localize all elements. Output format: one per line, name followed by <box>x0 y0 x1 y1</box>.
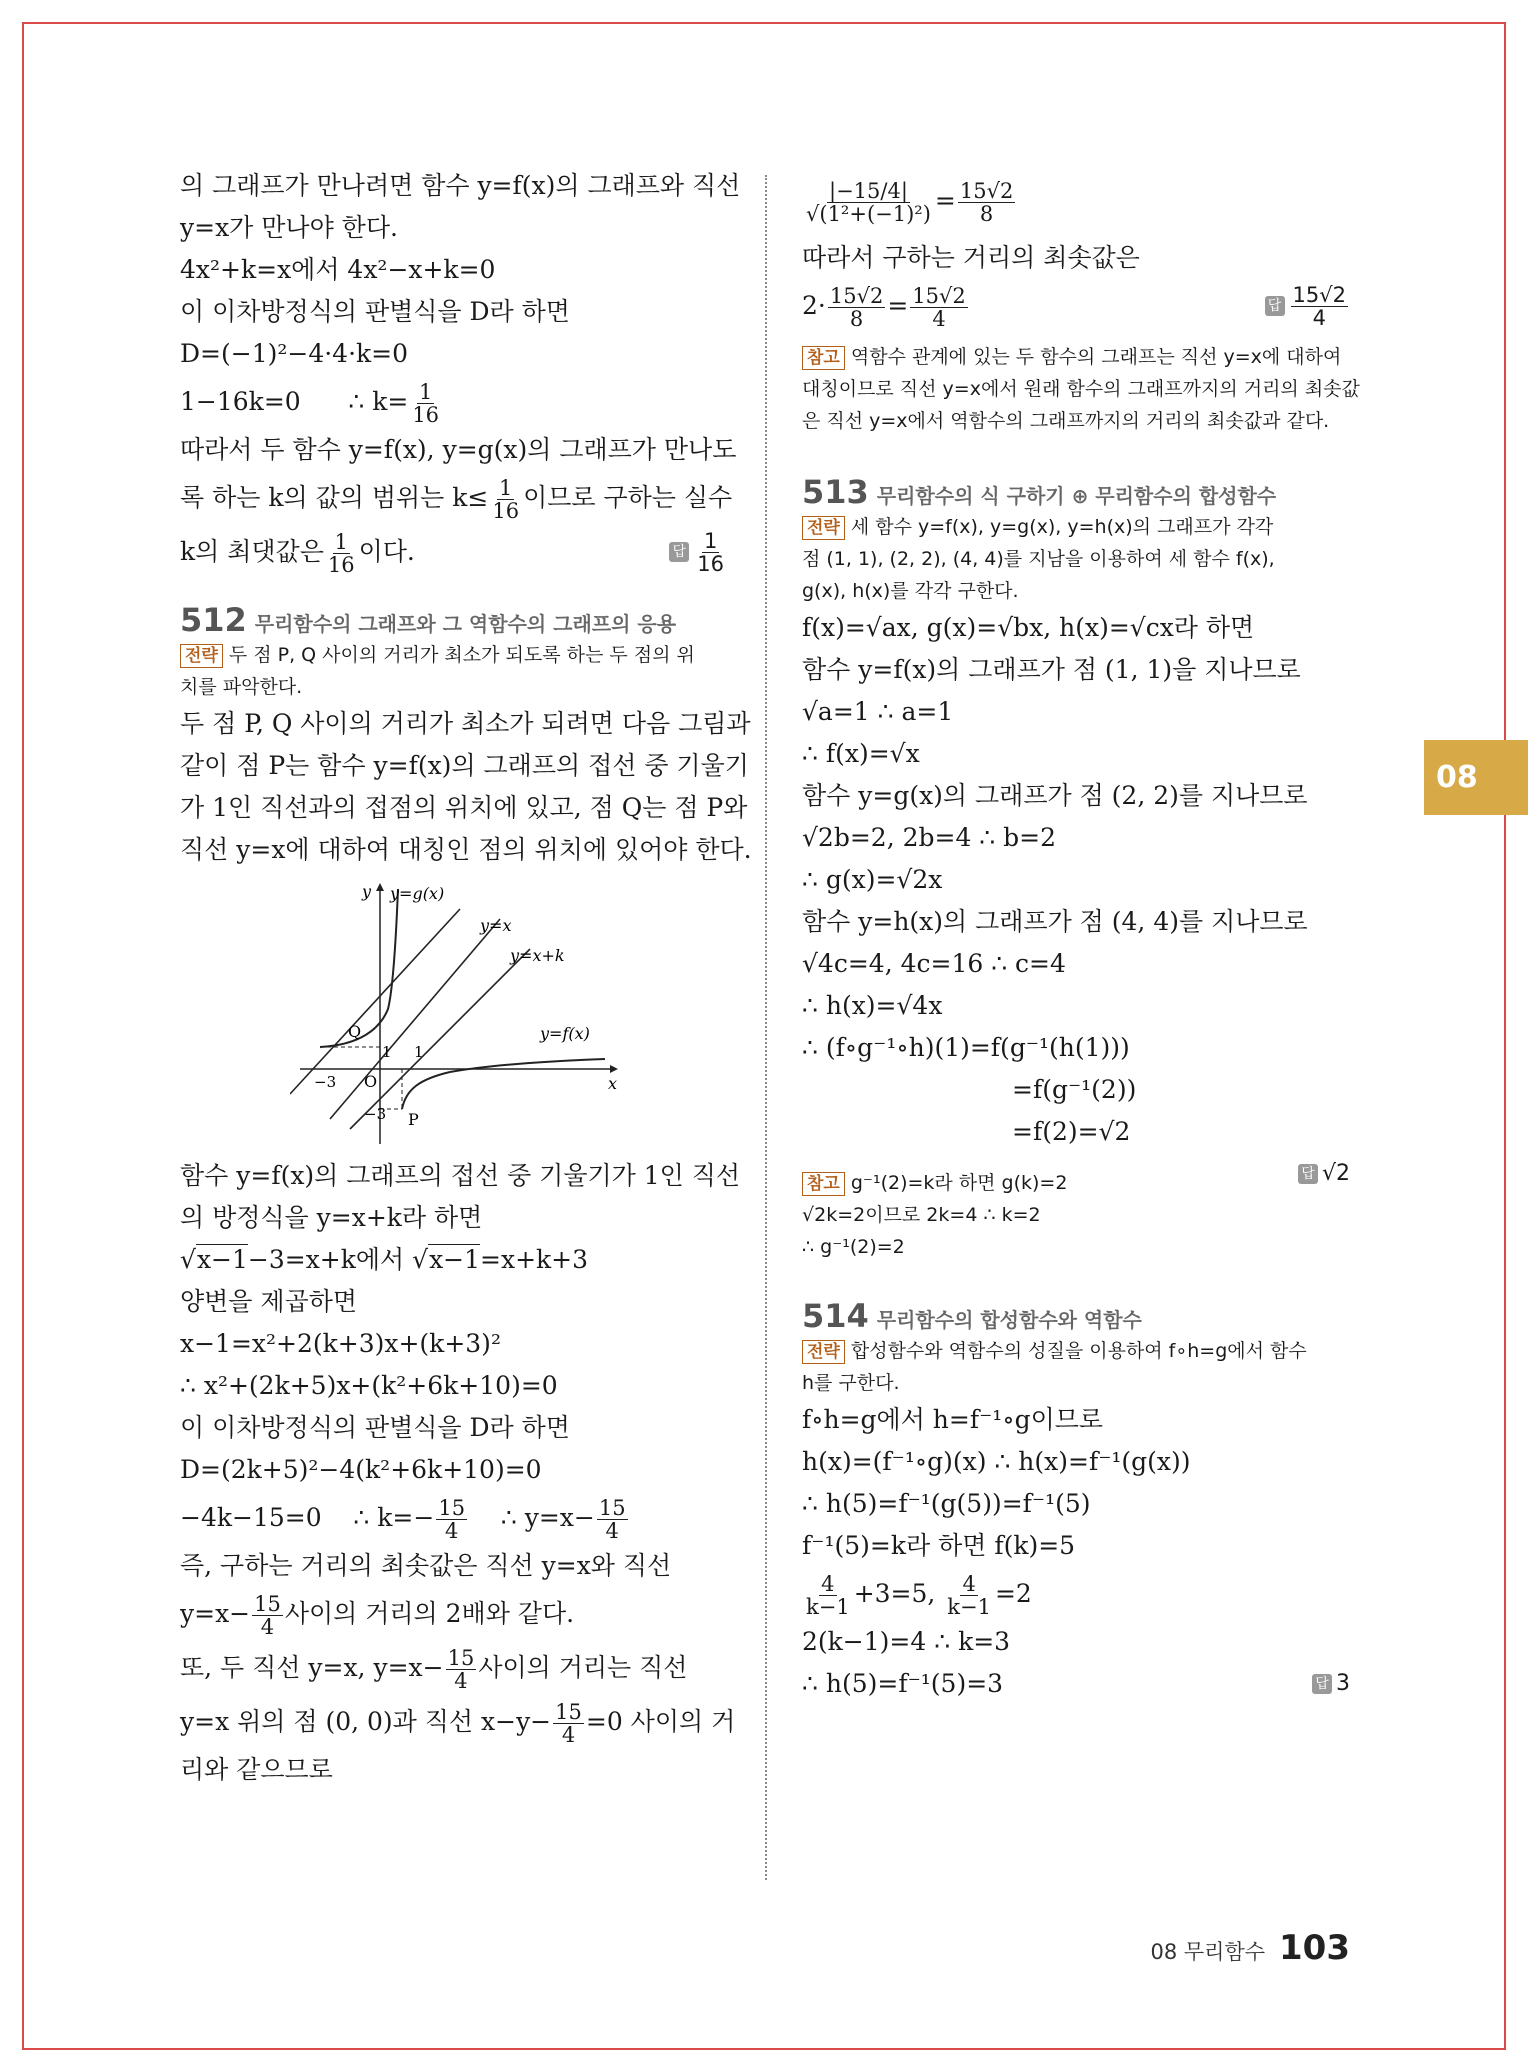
svg-text:Q: Q <box>348 1022 362 1041</box>
page-number: 103 <box>1279 1928 1350 1968</box>
strategy: 전략 합성함수와 역함수의 성질을 이용하여 f∘h=g에서 함수 <box>802 1335 1350 1367</box>
text-line: D=(−1)²−4·4·k=0 <box>180 339 409 368</box>
text-line: ∴ h(5)=f⁻¹(5)=3 답 3 <box>802 1663 1350 1705</box>
problem-512-header <box>180 601 728 639</box>
text-line: 함수 y=f(x)의 그래프의 접선 중 기울기가 1인 직선 <box>180 1161 741 1190</box>
answer-icon: 답 <box>1298 1164 1318 1184</box>
problem-number: 513 <box>802 473 869 511</box>
strategy: g(x), h(x)를 각각 구한다. <box>802 580 1019 602</box>
text-line: f(x)=√ax, g(x)=√bx, h(x)=√cx라 하면 <box>802 613 1255 642</box>
text-line: ∴ f(x)=√x <box>802 739 920 768</box>
text-line: 4x²+k=x에서 4x²−x+k=0 <box>180 255 496 284</box>
text-line: x−1=x²+2(k+3)x+(k+3)² <box>180 1329 501 1358</box>
text-line: 록 하는 k의 값의 범위는 k≤ $\frac{1}{16}$ 이므로 구하는 실수 <box>180 476 733 523</box>
note: 대칭이므로 직선 y=x에서 원래 함수의 그래프까지의 거리의 최솟값 <box>802 378 1360 400</box>
svg-text:−3: −3 <box>314 1073 337 1091</box>
text-line: 함수 y=g(x)의 그래프가 점 (2, 2)를 지나므로 <box>802 781 1308 810</box>
note: ∴ g⁻¹(2)=2 <box>802 1236 905 1258</box>
text-line: f⁻¹(5)=k라 하면 f(k)=5 <box>802 1531 1076 1560</box>
text-line: 두 점 P, Q 사이의 거리가 최소가 되려면 다음 그림과 <box>180 709 751 738</box>
column-divider <box>765 175 767 1880</box>
text-line: ∴ h(x)=√4x <box>802 991 943 1020</box>
text-line: 의 그래프가 만나려면 함수 y=f(x)의 그래프와 직선 <box>180 171 741 200</box>
text-line: 따라서 구하는 거리의 최솟값은 <box>802 243 1140 272</box>
text-line: ∴ (f∘g⁻¹∘h)(1)=f(g⁻¹(h(1))) <box>802 1033 1130 1062</box>
text-line: 리와 같으므로 <box>180 1755 333 1784</box>
note-tag: 참고 <box>802 346 845 370</box>
text-line <box>180 375 728 429</box>
line-y-x-plus-k <box>350 949 530 1129</box>
text-line: 의 방정식을 y=x+k라 하면 <box>180 1203 483 1232</box>
text-line: √4c=4, 4c=16 ∴ c=4 <box>802 949 1066 978</box>
text-line: 가 1인 직선과의 접점의 위치에 있고, 점 Q는 점 P와 <box>180 793 748 822</box>
text-line: y=x가 만나야 한다. <box>180 213 398 242</box>
text-line: 2(k−1)=4 ∴ k=3 <box>802 1627 1011 1656</box>
answer-icon: 답 <box>1265 296 1285 316</box>
curve-f <box>402 1059 605 1109</box>
page-footer <box>1150 1928 1350 1968</box>
strategy: 전략 두 점 P, Q 사이의 거리가 최소가 되도록 하는 두 점의 위 <box>180 639 728 671</box>
svg-text:O: O <box>364 1072 378 1091</box>
text-line: −4k−15=0 ∴ k=− $\frac{15}{4}$ ∴ y=x− $\frac{15}{4}$ <box>180 1496 626 1543</box>
left-column <box>180 165 752 1791</box>
svg-text:1: 1 <box>382 1043 392 1061</box>
strategy-tag: 전략 <box>802 516 845 540</box>
answer-mark: 답 $\frac{15√2}{4}$ <box>1265 279 1350 333</box>
answer-icon: 답 <box>669 542 689 562</box>
text-line: 함수 y=f(x)의 그래프가 점 (1, 1)을 지나므로 <box>802 655 1301 684</box>
equation: 1−16k=0 <box>180 387 301 416</box>
text-line: 양변을 제곱하면 <box>180 1287 357 1316</box>
text-line: 따라서 두 함수 y=f(x), y=g(x)의 그래프가 만나도 <box>180 435 737 464</box>
note: √2k=2이므로 2k=4 ∴ k=2 <box>802 1204 1041 1226</box>
note: 은 직선 y=x에서 역함수의 그래프까지의 거리의 최솟값과 같다. <box>802 410 1330 432</box>
answer-mark: 답 √2 <box>1298 1153 1350 1195</box>
text-line: ∴ x²+(2k+5)x+(k²+6k+10)=0 <box>180 1371 558 1400</box>
text-line: 함수 y=h(x)의 그래프가 점 (4, 4)를 지나므로 <box>802 907 1308 936</box>
svg-text:−3: −3 <box>364 1105 387 1123</box>
text-line: 직선 y=x에 대하여 대칭인 점의 위치에 있어야 한다. <box>180 835 752 864</box>
text-line: ∴ h(5)=f⁻¹(g(5))=f⁻¹(5) <box>802 1489 1091 1518</box>
answer-mark: 답 $\frac{1}{16}$ <box>669 525 728 579</box>
svg-text:1: 1 <box>414 1043 424 1061</box>
answer-mark: 답 3 <box>1312 1663 1350 1705</box>
note: 참고 g⁻¹(2)=k라 하면 g(k)=2 <box>802 1167 1350 1199</box>
answer-icon: 답 <box>1312 1674 1332 1694</box>
right-column <box>802 165 1360 1705</box>
text-line: 이 이차방정식의 판별식을 D라 하면 <box>180 1413 570 1442</box>
text-line: 또, 두 직선 y=x, y=x− $\frac{15}{4}$ 사이의 거리는 직선 <box>180 1646 688 1693</box>
problem-title: 무리함수의 식 구하기 ⊕ 무리함수의 합성함수 <box>876 484 1277 508</box>
problem-number: 512 <box>180 601 247 639</box>
strategy: 점 (1, 1), (2, 2), (4, 4)를 지남을 이용하여 세 함수 f(x), <box>802 548 1275 570</box>
equation: ∴ k= <box>348 387 409 416</box>
text-line: =f(2)=√2 <box>1012 1117 1131 1146</box>
strategy-tag: 전략 <box>180 644 223 668</box>
note-tag: 참고 <box>802 1172 845 1196</box>
problem-title: 무리함수의 그래프와 그 역함수의 그래프의 응용 <box>254 612 677 636</box>
svg-text:y=g(x): y=g(x) <box>390 884 445 903</box>
text-line: y=x− $\frac{15}{4}$ 사이의 거리의 2배와 같다. <box>180 1592 575 1639</box>
text-line: =f(g⁻¹(2)) <box>1012 1075 1137 1104</box>
fraction: $\frac{1}{16}$ <box>327 530 355 577</box>
problem-number: 514 <box>802 1297 869 1335</box>
distance-formula: $\frac{|-15/4|}{\text{√(1²+(−1)²)}}$ = $\frac{15√2}{8}$ <box>806 179 1014 226</box>
svg-text:y=x+k: y=x+k <box>510 946 565 965</box>
svg-text:y=f(x): y=f(x) <box>540 1024 590 1043</box>
text-line: k의 최댓값은 $\frac{1}{16}$ 이다. 답 $\frac{1}{16}$ <box>180 525 728 579</box>
text-line: $\frac{4}{k-1}$ +3=5, $\frac{4}{k-1}$ =2 <box>806 1572 1032 1619</box>
text-line: 이 이차방정식의 판별식을 D라 하면 <box>180 297 570 326</box>
problem-514-header <box>802 1297 1350 1335</box>
fraction: $\frac{1}{16}$ <box>492 476 520 523</box>
text-line: √x−1−3=x+k에서 √x−1=x+k+3 <box>180 1245 589 1274</box>
chapter-tab[interactable]: 08 <box>1424 740 1528 815</box>
text-line: y=x 위의 점 (0, 0)과 직선 x−y− $\frac{15}{4}$ =0 사이의 거 <box>180 1700 736 1747</box>
strategy: 전략 세 함수 y=f(x), y=g(x), y=h(x)의 그래프가 각각 <box>802 511 1350 543</box>
note: 참고 역함수 관계에 있는 두 함수의 그래프는 직선 y=x에 대하여 <box>802 341 1350 373</box>
strategy-tag: 전략 <box>802 1340 845 1364</box>
text-line: D=(2k+5)²−4(k²+6k+10)=0 <box>180 1455 542 1484</box>
text-line: 2· $\frac{15√2}{8}$ = $\frac{15√2}{4}$ 답 $\frac{15√2}{4}$ <box>802 279 1350 333</box>
text-line: √2b=2, 2b=4 ∴ b=2 <box>802 823 1057 852</box>
fraction: $\frac{1}{16}$ <box>412 380 440 427</box>
text-line: 같이 점 P는 함수 y=f(x)의 그래프의 접선 중 기울기 <box>180 751 749 780</box>
svg-text:y: y <box>362 882 372 901</box>
line-y-x <box>330 919 500 1119</box>
text-line: √a=1 ∴ a=1 <box>802 697 954 726</box>
text-line: ∴ g(x)=√2x <box>802 865 943 894</box>
graph-figure <box>290 879 620 1149</box>
strategy: 치를 파악한다. <box>180 676 303 698</box>
text-line: h(x)=(f⁻¹∘g)(x) ∴ h(x)=f⁻¹(g(x)) <box>802 1447 1191 1476</box>
svg-text:y=x: y=x <box>480 916 512 935</box>
strategy: h를 구한다. <box>802 1372 900 1394</box>
problem-513-header <box>802 473 1350 511</box>
svg-text:P: P <box>408 1110 419 1129</box>
problem-title: 무리함수의 합성함수와 역함수 <box>876 1308 1142 1332</box>
chapter-name: 08 무리함수 <box>1150 1940 1266 1964</box>
svg-text:x: x <box>608 1074 618 1093</box>
text-line: f∘h=g에서 h=f⁻¹∘g이므로 <box>802 1405 1104 1434</box>
text-line: 즉, 구하는 거리의 최솟값은 직선 y=x와 직선 <box>180 1551 672 1580</box>
